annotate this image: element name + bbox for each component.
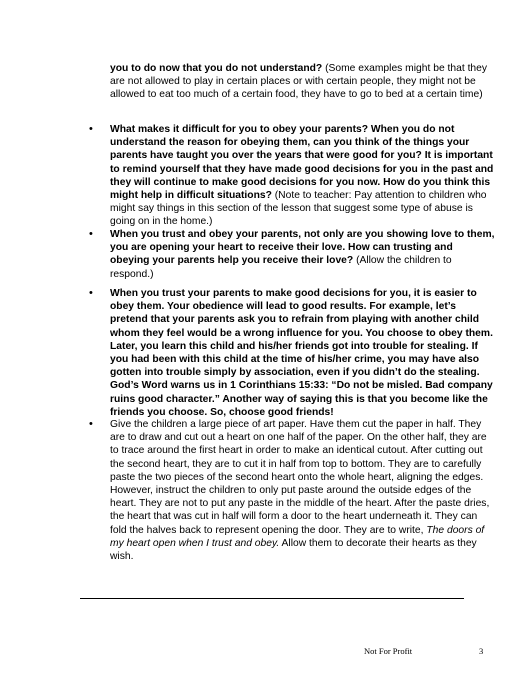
paragraph-normal-text: (Allow the children to respond.): [110, 255, 452, 280]
paragraph-bold-text: you to do now that you do not understand?: [110, 63, 323, 74]
paragraph-normal-text: (Note to teacher: Pay attention to children who might say things in this section of the lesson that suggest some type of abuse is going on in the home.): [110, 190, 487, 228]
paragraph-italic-text: The doors of my heart open when I trust and obey.: [110, 524, 485, 549]
paragraph-good-friends: [110, 287, 495, 419]
footer-divider: [80, 598, 464, 599]
paragraph-normal-text: (Some examples might be that they are not allowed to play in certain places or with certain people, they might not be allowed to eat too much of a certain food, they have to go to bed at a certain time): [110, 63, 488, 101]
page-number: 3: [479, 646, 484, 656]
paragraph-trust-love: [110, 228, 495, 281]
paragraph-continuation: [110, 62, 495, 102]
footer-label: Not For Profit: [364, 646, 413, 656]
paragraph-normal-text: Give the children a large piece of art paper. Have them cut the paper in half. They are to draw and cut out a heart on one half of the paper. On the other half, they are to trace around the first heart in order to make an identical cutout. After cutting out the second heart, they are to cut it in half from top to bottom. They are to carefully paste the two pieces of the second heart onto the whole heart, aligning the edges. However, instruct the children to only put paste around the outside edges of the heart. They are not to put any paste in the middle of the heart. After the paste dries, the heart that was cut in half will form a door to the heart underneath it. They can fold the halves back to represent opening the door. They are to write,: [110, 419, 490, 536]
paragraph-tail-text: Allow them to decorate their hearts as they wish.: [110, 537, 477, 563]
bullet-icon: •: [89, 123, 93, 135]
paragraph-bold-text: When you trust and obey your parents, not only are you showing love to them, you are opening your heart to receive their love. How can trusting and obeying your parents help you receive their love?: [110, 229, 495, 267]
bullet-icon: •: [89, 287, 93, 299]
paragraph-bold-text: When you trust your parents to make good decisions for you, it is easier to obey them. Your obedience will lead to good results. For example, let’s pretend that your parents ask you to refrain from playing with another child whom they feel would be a wrong influence for you. You choose to obey them. Later, you learn this child and his/her friends got into trouble for stealing. If you had been with this child at the time of his/her crime, you may have also gotten into trouble simply by association, even if you didn’t do the stealing. God’s Word warns us in 1 Corinthians 15:33: “Do not be misled. Bad company ruins good character.” Another way of saying this is that you become like the friends you choose. So, choose good friends!: [110, 288, 493, 418]
paragraph-bold-text: What makes it difficult for you to obey your parents? When you do not understand the reason for obeying them, can you think of the things your parents have taught you over the years that were good for you? It is important to remind yourself that they have made good decisions for you in the past and they will continue to make good decisions for you now. How do you think this might help in difficult situations?: [110, 124, 494, 202]
bullet-icon: •: [89, 228, 93, 240]
paragraph-heart-activity: [110, 418, 495, 563]
bullet-icon: •: [89, 418, 93, 430]
paragraph-obey-difficult: [110, 123, 495, 229]
